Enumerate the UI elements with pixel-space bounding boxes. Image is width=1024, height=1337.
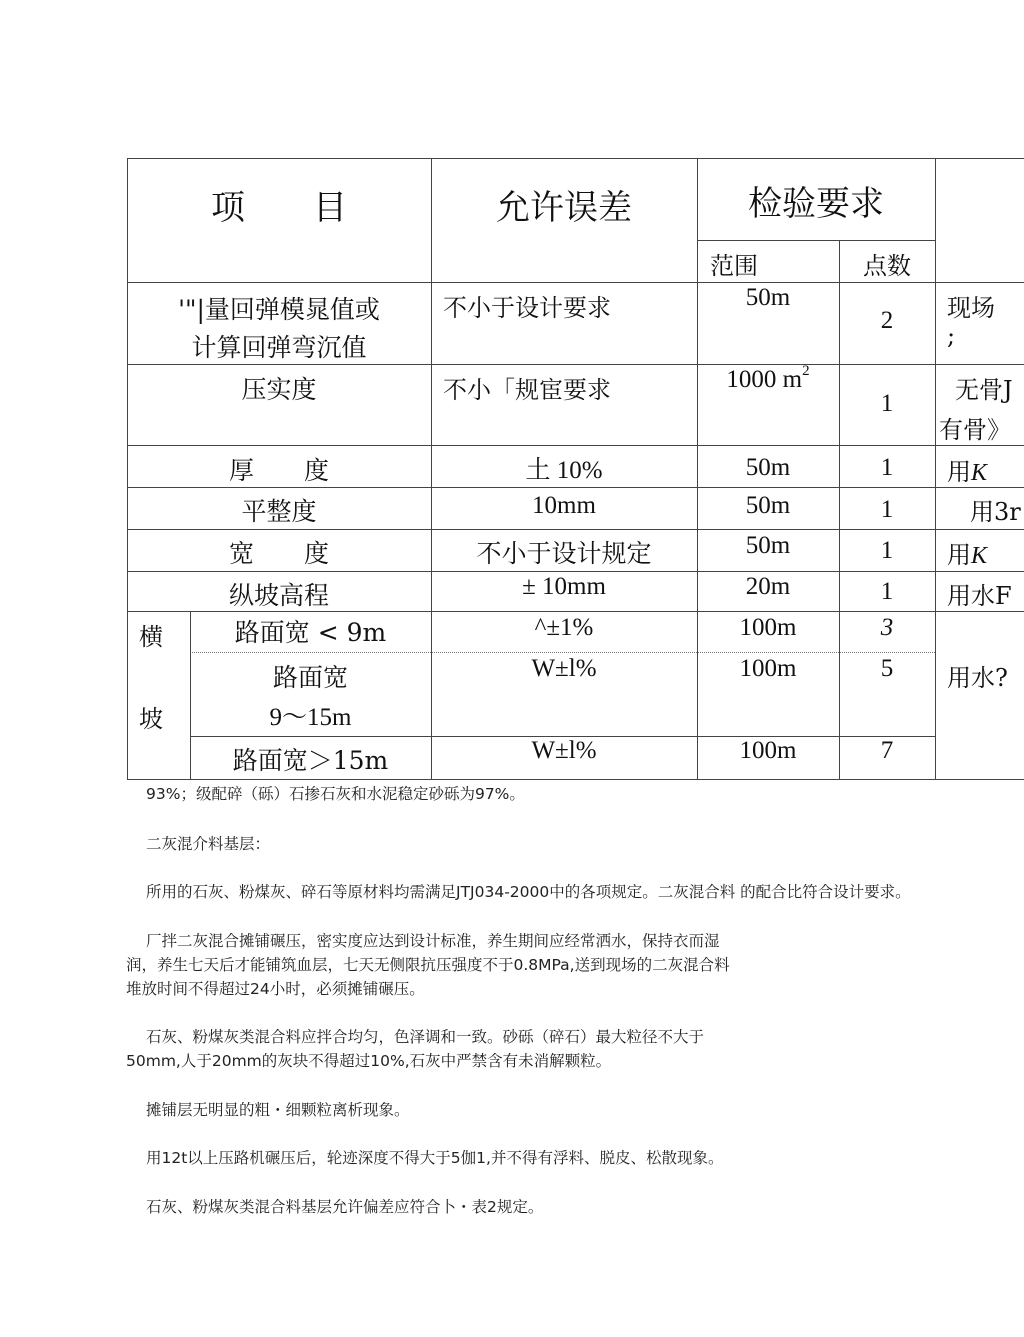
- row2-method-line1: 无骨J: [955, 376, 1013, 404]
- paragraph-8: 石灰、粉煤灰类混合料基层允许偏差应符合卜・表2规定。: [146, 1198, 544, 1216]
- row-line: [127, 445, 1024, 446]
- paragraph-1: 93%；级配碎（砾）石掺石灰和水泥稳定砂砾为97%。: [146, 785, 525, 803]
- paragraph-4-line1: 厂拌二灰混合摊铺碾压，密实度应达到设计标准，养生期间应经常洒水，保持衣而湿: [146, 932, 720, 950]
- row5-range: 50m: [745, 532, 791, 559]
- slope-row2-item-line1: 路面宽: [272, 663, 348, 692]
- row5-tolerance: 不小于设计规定: [476, 539, 652, 568]
- slope-method: 用水?: [947, 664, 1008, 692]
- slope-row2-item-line2: 9～15m: [269, 704, 352, 731]
- header-item: 项 目: [211, 188, 347, 228]
- row4-item: 平整度: [241, 497, 317, 526]
- row2-range: 1000 $m^2$: [726, 363, 810, 393]
- row3-item: 厚 度: [228, 456, 329, 485]
- header-range: 范围: [710, 252, 758, 280]
- row2-item: 压实度: [241, 375, 317, 404]
- row2-method-line2: 有骨》: [939, 416, 1011, 444]
- row-line: [127, 529, 1024, 530]
- row4-method: 用3r: [970, 498, 1021, 526]
- paragraph-2: 二灰混介料基层：: [146, 835, 271, 853]
- slope-label-bottom: 坡: [139, 705, 163, 733]
- paragraph-7: 用12t以上压路机碾压后，轮迹深度不得大于5伽1,并不得有浮料、脱皮、松散现象。: [146, 1149, 724, 1167]
- row-line: [127, 364, 1024, 365]
- row-line: [127, 487, 1024, 488]
- paragraph-5-line1: 石灰、粉煤灰类混合料应拌合均匀，色泽调和一致。砂砾（碎石）最大粒径不大于: [146, 1028, 705, 1046]
- row4-tolerance: 10mm: [532, 492, 596, 519]
- slope-row2-range: 100m: [739, 655, 797, 682]
- slope-row2-tolerance: W±l%: [531, 655, 597, 682]
- row-line-dotted: [190, 652, 935, 654]
- header-points: 点数: [863, 252, 911, 280]
- paragraph-6: 摊铺层无明显的粗・细颗粒离析现象。: [146, 1101, 410, 1119]
- row3-method: 用K: [947, 458, 988, 486]
- row2-range-superscript: 2: [802, 363, 810, 379]
- slope-row3-points: 7: [880, 737, 894, 764]
- row1-points: 2: [880, 307, 894, 334]
- row1-method-line1: 现场: [947, 294, 995, 322]
- row4-range: 50m: [745, 492, 791, 519]
- paragraph-4-line2: 润，养生七天后才能铺筑血层，七天无侧限抗压强度不于0.8MPa,送到现场的二灰混合料: [126, 956, 730, 974]
- header-tolerance: 允许误差: [496, 188, 632, 228]
- col-line: [935, 158, 936, 780]
- slope-row2-points: 5: [880, 655, 894, 682]
- row-line: [127, 571, 1024, 572]
- row1-method-line2: ;: [947, 322, 956, 350]
- row1-item-line1: '"|量回弹模晁值或: [178, 295, 380, 324]
- row6-tolerance: ± 10mm: [522, 573, 606, 600]
- row3-points: 1: [880, 454, 894, 481]
- slope-row1-range: 100m: [739, 614, 797, 641]
- table-border-top: [127, 158, 1024, 159]
- slope-label-top: 横: [139, 623, 163, 651]
- row2-points: 1: [880, 390, 894, 417]
- slope-row3-tolerance: W±l%: [531, 737, 597, 764]
- header-inspection: 检验要求: [748, 184, 884, 224]
- row-line: [127, 282, 1024, 283]
- paragraph-4-line3: 堆放时间不得超过24小时，必须摊铺碾压。: [126, 980, 425, 998]
- row3-tolerance: 土 10%: [525, 457, 603, 484]
- row6-method: 用水F: [947, 582, 1012, 610]
- row6-item: 纵坡高程: [228, 581, 329, 610]
- row5-points: 1: [880, 537, 894, 564]
- row2-tolerance: 不小「规宦要求: [443, 376, 611, 404]
- row3-range: 50m: [745, 454, 791, 481]
- slope-row3-range: 100m: [739, 737, 797, 764]
- slope-row1-tolerance: ^±1%: [534, 614, 594, 641]
- row5-method: 用K: [947, 541, 988, 569]
- table-border-bottom: [127, 779, 1024, 780]
- row1-tolerance: 不小于设计要求: [443, 294, 611, 322]
- row4-points: 1: [880, 496, 894, 523]
- slope-row1-item: 路面宽 < 9m: [234, 618, 387, 647]
- row1-range: 50m: [745, 284, 791, 311]
- row6-range: 20m: [745, 573, 791, 600]
- row5-item: 宽 度: [228, 539, 329, 568]
- slope-row1-points: 3: [880, 614, 894, 641]
- header-split-line: [697, 240, 935, 241]
- row6-points: 1: [880, 578, 894, 605]
- paragraph-5-line2: 50mm,人于20mm的灰块不得超过10%,石灰中严禁含有未消解颗粒。: [126, 1052, 612, 1070]
- paragraph-3: 所用的石灰、粉煤灰、碎石等原材料均需满足JTJ034-2000中的各项规定。二灰混合料 的配合比符合设计要求。: [146, 883, 911, 901]
- slope-row3-item: 路面宽＞15m: [232, 746, 389, 775]
- row1-item-line2: 计算回弹弯沉值: [191, 333, 367, 362]
